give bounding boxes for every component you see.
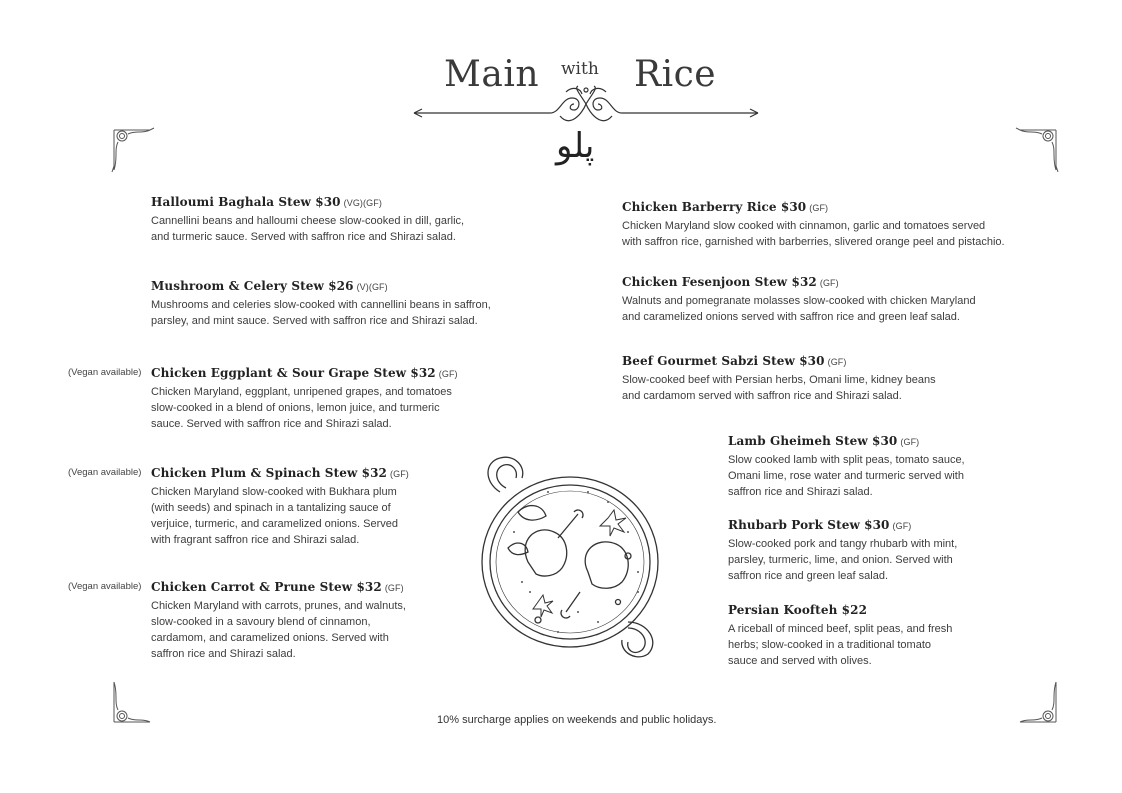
item-name: Halloumi Baghala Stew $30 [151,195,341,209]
item-name: Beef Gourmet Sabzi Stew $30 [622,354,825,368]
dietary-tag: (GF) [438,369,458,379]
menu-item-persian-koofteh [728,603,1058,669]
dietary-tag: (GF) [827,357,847,367]
dietary-tag: (GF) [819,278,839,288]
menu-item-chicken-carrot [151,580,531,662]
rice-dish-illustration [478,452,668,662]
item-name: Chicken Eggplant & Sour Grape Stew $32 [151,366,436,380]
menu-item-chicken-plum [151,466,531,548]
menu-item-chicken-barberry [622,200,1062,250]
vegan-available-note: (Vegan available) [68,467,142,478]
item-name: Chicken Carrot & Prune Stew $32 [151,580,382,594]
item-description-line: Slow-cooked pork and tangy rhubarb with mint, [728,538,958,550]
title-rice: Rice [634,54,717,95]
item-name: Chicken Fesenjoon Stew $32 [622,275,817,289]
item-description-line: sauce and served with olives. [728,655,872,667]
item-description-line: Chicken Maryland with carrots, prunes, and walnuts, [151,600,406,612]
item-name: Lamb Gheimeh Stew $30 [728,434,898,448]
item-description-line: cardamom, and caramelized onions. Served with [151,632,389,644]
item-description-line: saffron rice and Shirazi salad. [151,648,296,660]
item-description-line: (with seeds) and spinach in a tantalizing sauce of [151,502,391,514]
menu-item-rhubarb-pork [728,518,1058,584]
vegan-available-note: (Vegan available) [68,581,142,592]
farsi-title: پلو [556,126,595,166]
dietary-tag: (VG)(GF) [343,198,382,208]
item-description-line: parsley, and mint sauce. Served with saffron rice and Shirazi salad. [151,315,478,327]
item-description-line: and cardamom served with saffron rice and Shirazi salad. [622,390,902,402]
dietary-tag: (GF) [384,583,404,593]
item-name: Mushroom & Celery Stew $26 [151,279,354,293]
item-description-line: herbs; slow-cooked in a traditional tomato [728,639,931,651]
item-description-line: Slow cooked lamb with split peas, tomato sauce, [728,454,965,466]
title-with: with [561,59,599,79]
item-name: Persian Koofteh $22 [728,603,868,617]
corner-ornament-top-left [110,126,160,176]
item-description-line: slow-cooked in a blend of onions, lemon juice, and turmeric [151,402,440,414]
item-description-line: slow-cooked in a savoury blend of cinnamon, [151,616,371,628]
item-description-line: with saffron rice, garnished with barberries, slivered orange peel and pistachio. [622,236,1005,248]
menu-item-lamb-gheimeh [728,434,1058,500]
item-description-line: verjuice, turmeric, and caramelized onions. Served [151,518,399,530]
item-description-line: Omani lime, rose water and turmeric served with [728,470,964,482]
corner-ornament-top-right [1010,126,1060,176]
item-description-line: saffron rice and green leaf salad. [728,570,889,582]
item-description-line: Chicken Maryland slow-cooked with Bukhara plum [151,486,397,498]
item-name: Chicken Plum & Spinach Stew $32 [151,466,388,480]
menu-item-halloumi-baghala [151,195,531,245]
item-description-line: Mushrooms and celeries slow-cooked with cannellini beans in saffron, [151,299,491,311]
item-description-line: Walnuts and pomegranate molasses slow-cooked with chicken Maryland [622,295,976,307]
item-description-line: with fragrant saffron rice and Shirazi salad. [151,534,360,546]
item-description-line: and caramelized onions served with saffron rice and green leaf salad. [622,311,960,323]
vegan-available-note: (Vegan available) [68,367,142,378]
item-description-line: A riceball of minced beef, split peas, and fresh [728,623,953,635]
corner-ornament-bottom-left [110,676,160,726]
menu-item-chicken-eggplant [151,366,531,432]
title-main: Main [444,54,540,95]
dietary-tag: (GF) [892,521,912,531]
item-description-line: Slow-cooked beef with Persian herbs, Omani lime, kidney beans [622,374,936,386]
item-description-line: saffron rice and Shirazi salad. [728,486,873,498]
menu-item-beef-gourmet-sabzi [622,354,1062,404]
item-name: Rhubarb Pork Stew $30 [728,518,890,532]
dietary-tag: (GF) [809,203,829,213]
item-description-line: and turmeric sauce. Served with saffron rice and Shirazi salad. [151,231,456,243]
item-name: Chicken Barberry Rice $30 [622,200,807,214]
item-description-line: parsley, turmeric, lime, and onion. Served with [728,554,953,566]
surcharge-note: 10% surcharge applies on weekends and public holidays. [437,714,717,726]
dietary-tag: (GF) [900,437,920,447]
item-description-line: sauce. Served with saffron rice and Shirazi salad. [151,418,392,430]
menu-item-chicken-fesenjoon [622,275,1062,325]
item-description-line: Chicken Maryland, eggplant, unripened grapes, and tomatoes [151,386,452,398]
ornament-divider [410,84,762,132]
menu-item-mushroom-celery [151,279,531,329]
dietary-tag: (GF) [390,469,409,479]
item-description-line: Chicken Maryland slow cooked with cinnamon, garlic and tomatoes served [622,220,986,232]
dietary-tag: (V)(GF) [356,282,388,292]
corner-ornament-bottom-right [1010,676,1060,726]
item-description-line: Cannellini beans and halloumi cheese slow-cooked in dill, garlic, [151,215,465,227]
